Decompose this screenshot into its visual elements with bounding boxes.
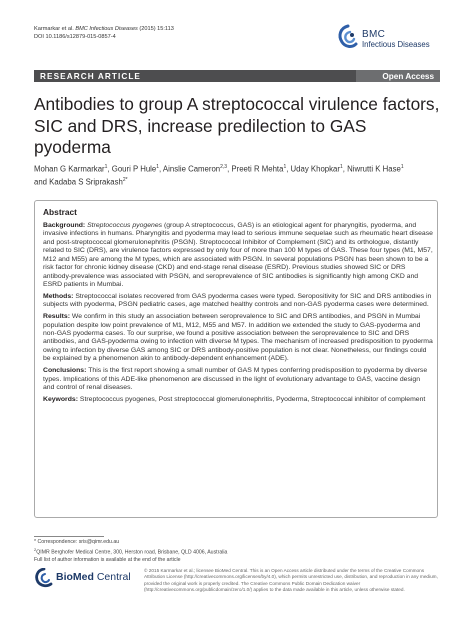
article-type-bar <box>34 70 440 82</box>
license-statement: © 2015 Karmarkar et al.; licensee BioMed Central. This is an Open Access article distributed under the terms of the Creative Commons Attribution License (http://creativecommons.org/licenses/by/4.0), which permits unrestricted use, distribution, and reproduction in any medium, provided the original work is properly credited. The Creative Commons Public Domain Dedication waiver (http://creativecommons.org/publicdomain/zero/1.0/) applies to the data made available in this article, unless otherwise stated. <box>144 568 438 592</box>
author-affiliation-mark[interactable]: 1 <box>156 164 160 170</box>
abstract-methods: Methods: Streptococcal isolates recovered from GAS pyoderma cases were typed. Seropositivity for SIC and DRS antibodies in subjects with pyoderma, PSGN pediatric cases, age matched healthy controls and non-GAS pyoderma cases were determined. <box>43 292 432 309</box>
author-affiliation-mark[interactable]: 1 <box>283 164 287 170</box>
doi-line[interactable]: DOI 10.1186/s12879-015-0857-4 <box>34 34 116 40</box>
bmc-swirl-icon <box>336 24 360 52</box>
open-access-label: Open Access <box>382 71 434 81</box>
logo-text-journal: Infectious Diseases <box>362 40 430 49</box>
abstract-box <box>34 200 438 518</box>
journal-logo[interactable] <box>336 24 446 56</box>
author-line-2 <box>34 175 434 188</box>
author-list <box>34 162 434 187</box>
abstract-keywords: Keywords: Streptococcus pyogenes, Post streptococcal glomerulonephritis, Pyoderma, Streptococcal inhibitor of complement <box>43 395 426 403</box>
author-name: , Ainslie Cameron <box>159 164 221 174</box>
author-affiliation-mark[interactable]: 1 <box>104 164 108 170</box>
author-affiliation-mark[interactable]: 2* <box>122 176 128 183</box>
biomed-central-swirl-icon <box>34 568 54 588</box>
abstract-heading: Abstract <box>43 207 77 217</box>
author-name: , Uday Khopkar <box>286 164 340 174</box>
author-affiliation-mark[interactable]: 2,3 <box>220 164 228 170</box>
author-name: and Kadaba S Sriprakash <box>34 177 123 187</box>
affiliation-note: $^2$QIMR Berghofer Medical Centre, 300, Herston road, Brisbane, QLD 4006, Australia <box>34 547 228 556</box>
journal-name: BMC Infectious Diseases <box>75 26 138 32</box>
biomed-central-text: BioMed Central <box>56 571 131 583</box>
logo-text-bmc: BMC <box>362 29 386 40</box>
abstract-results: Results: We confirm in this study an association between seroprevalence to SIC and DRS antibodies, and PSGN in Mumbai population despite low point prevalence of M1, M12, M55 and M57. In addition we extended the study to GAS-pyoderma and non-GAS pyoderma cases. To our surprise, we found a positive association between the seroprevalence to SIC and DRS antibodies, and GAS-pyoderma owing to infection with diverse M types. The mechanism of increased predisposition to pyoderma owing to infection by diverse GAS among SIC or DRS antibody-positive population is not clear. Nonetheless, our findings could be explained by a phenomenon akin to antibody-dependent enhancement (ADE). <box>43 313 433 363</box>
abstract-body <box>43 222 433 408</box>
author-affiliation-mark[interactable]: 1 <box>400 164 404 170</box>
author-line-1 <box>34 162 434 175</box>
author-info-note: Full list of author information is available at the end of the article <box>34 557 181 564</box>
correspondence-note[interactable]: * Correspondence: sris@qimr.edu.au <box>34 539 120 545</box>
author-name: , Niwrutti K Hase <box>342 164 401 174</box>
footnotes <box>34 539 334 564</box>
open-access-badge <box>356 70 440 82</box>
author-name: Mohan G Karmarkar <box>34 164 105 174</box>
article-title: Antibodies to group A streptococcal virulence factors, SIC and DRS, increase predilection to GAS pyoderma <box>34 94 440 157</box>
abstract-background: Background: Streptococcus pyogenes (group A streptococcus, GAS) is an etiological agent for pharyngitis, pyoderma, and invasive infections in humans. Pharyngitis and pyoderma may lead to serious immune sequelae such as rheumatic heart disease and post-streptococcal glomerulonephritis (PSGN). Streptococcal Inhibitor of Complement (SIC) and its orthologue, distantly related to SIC (DRS), are virulence factors expressed by only four of more than 100 M types of GAS. These four types (M1, M57, M12 and M55) are among the M types, which are associated with PSGN. In several populations PSGN has been shown to be a risk factor for chronic kidney disease (CKD) and end-stage renal disease (ESRD). Previous studies showed SIC or DRS antibody-prevalence was associated with PSGN, and seroprevalence of SIC antibodies is significantly high among CKD and ESRD patients in Mumbai. <box>43 222 433 289</box>
biomed-central-logo[interactable] <box>34 566 138 590</box>
footnote-divider <box>34 536 104 537</box>
citation-line-1: Karmarkar et al. BMC Infectious Diseases (2015) 15:113 <box>34 26 174 32</box>
citation-header <box>34 25 174 41</box>
abstract-conclusions: Conclusions: This is the first report showing a small number of GAS M types conferring predisposition to pyoderma by diverse types. Implications of this ADE-like phenomenon are discussed in the light of evolutionary advantage to GAS, vaccine design and control of renal diseases. <box>43 367 428 392</box>
author-name: , Gouri P Hule <box>107 164 157 174</box>
author-affiliation-mark[interactable]: 1 <box>339 164 343 170</box>
article-type-label: RESEARCH ARTICLE <box>40 71 141 81</box>
author-name: , Preeti R Mehta <box>227 164 284 174</box>
